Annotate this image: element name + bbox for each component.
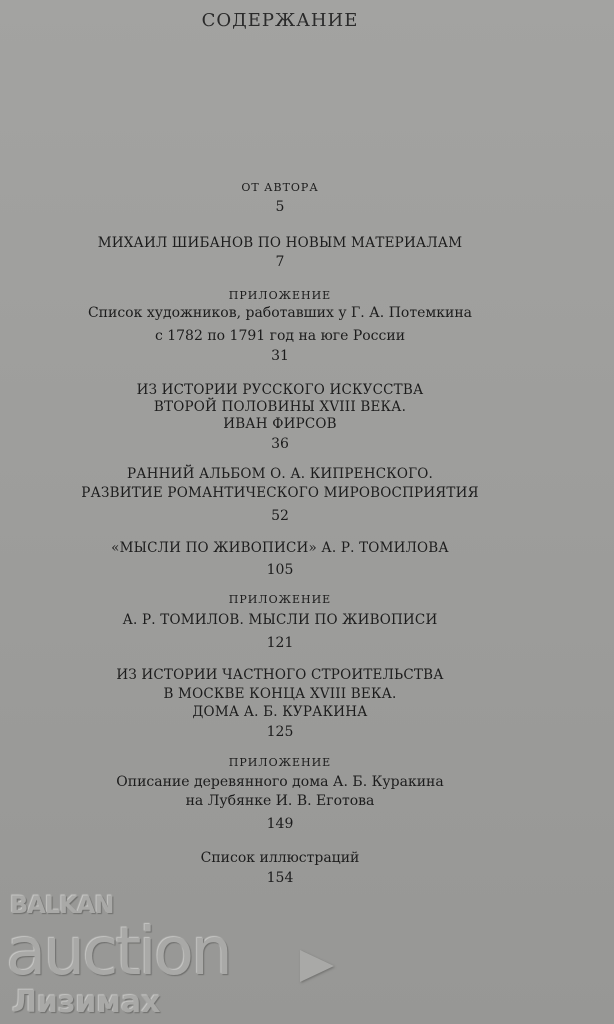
watermark-play-icon	[300, 950, 334, 982]
toc-entry-title: РАННИЙ АЛЬБОМ О. А. КИПРЕНСКОГО.	[126, 466, 434, 482]
toc-page-number: 36	[271, 436, 289, 452]
toc-page-number: 7	[275, 254, 285, 270]
toc-entry-title: Описание деревянного дома А. Б. Куракина	[116, 774, 444, 790]
toc-entry-title: ВТОРОЙ ПОЛОВИНЫ XVIII ВЕКА.	[153, 399, 407, 415]
toc-appendix-label: ПРИЛОЖЕНИЕ	[228, 756, 332, 769]
page-title: СОДЕРЖАНИЕ	[201, 10, 359, 31]
toc-entry-title: «МЫСЛИ ПО ЖИВОПИСИ» А. Р. ТОМИЛОВА	[111, 540, 449, 556]
toc-entry-title: А. Р. ТОМИЛОВ. МЫСЛИ ПО ЖИВОПИСИ	[122, 612, 438, 628]
toc-entry-title: ДОМА А. Б. КУРАКИНА	[192, 704, 368, 720]
toc-page-number: 52	[271, 508, 289, 524]
toc-entry-title: ИЗ ИСТОРИИ ЧАСТНОГО СТРОИТЕЛЬСТВА	[116, 667, 444, 683]
toc-appendix-label: ПРИЛОЖЕНИЕ	[228, 593, 332, 606]
toc-entry-title: ИЗ ИСТОРИИ РУССКОГО ИСКУССТВА	[136, 382, 424, 398]
toc-entry-title: РАЗВИТИЕ РОМАНТИЧЕСКОГО МИРОВОСПРИЯТИЯ	[81, 485, 479, 501]
toc-page-number: 121	[266, 635, 294, 651]
toc-entry-title: с 1782 по 1791 год на юге России	[154, 328, 406, 344]
toc-page-number: 154	[266, 870, 294, 886]
toc-entry-title: В МОСКВЕ КОНЦА XVIII ВЕКА.	[163, 686, 397, 702]
toc-entry-title: ИВАН ФИРСОВ	[223, 416, 337, 432]
watermark-logo-text: Лизимах	[12, 985, 161, 1020]
toc-page-number: 5	[275, 199, 285, 215]
toc-entry-title: Список художников, работавших у Г. А. Потемкина	[87, 305, 473, 321]
watermark-logo-text: auction	[6, 913, 230, 990]
watermark-logo-text: BALKAN	[10, 891, 114, 919]
toc-entry-title: на Лубянке И. В. Еготова	[185, 793, 375, 809]
toc-entry-title: МИХАИЛ ШИБАНОВ ПО НОВЫМ МАТЕРИАЛАМ	[97, 235, 463, 251]
toc-page-number: 31	[271, 348, 289, 364]
toc-page-number: 105	[266, 562, 294, 578]
toc-page-number: 125	[266, 724, 294, 740]
toc-entry-title: Список иллюстраций	[200, 850, 360, 866]
toc-page-number: 149	[266, 816, 294, 832]
toc-appendix-label: ПРИЛОЖЕНИЕ	[228, 289, 332, 302]
toc-entry-title: ОТ АВТОРА	[241, 181, 319, 194]
